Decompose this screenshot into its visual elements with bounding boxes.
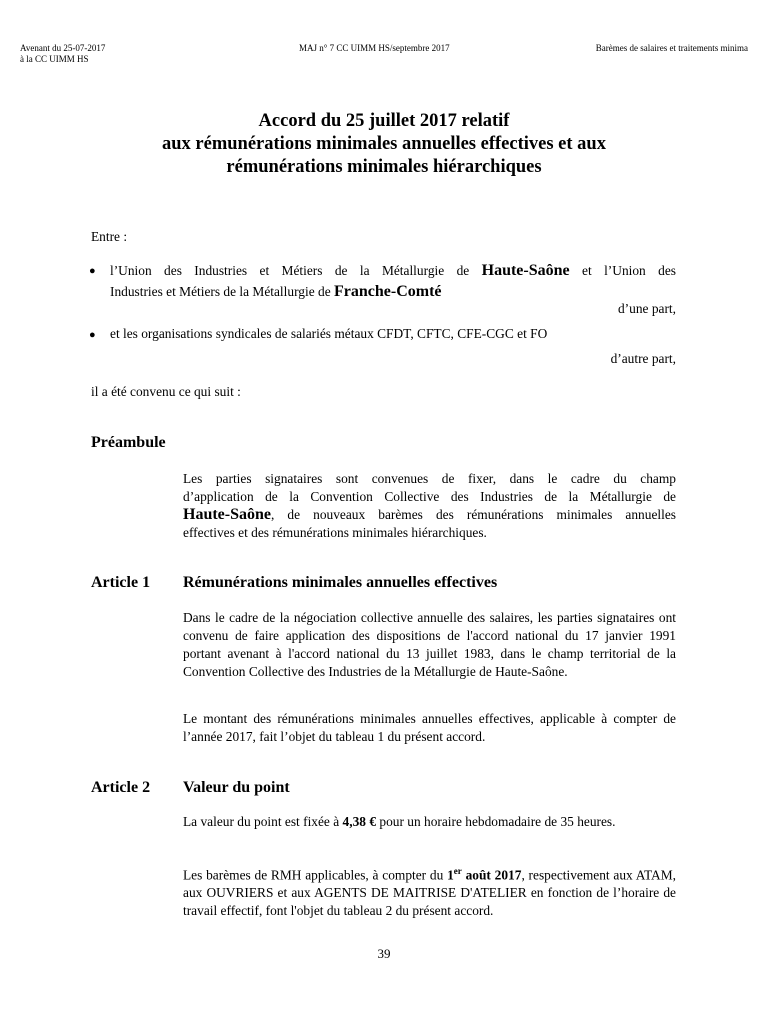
bullet-icon: ● xyxy=(89,329,96,341)
title-line1: Accord du 25 juillet 2017 relatif xyxy=(258,111,510,131)
party1-line1-text-b: et l’Union des xyxy=(582,263,676,278)
party1-line2 xyxy=(110,282,442,302)
preambule-line4: effectives et des rémunérations minimales hiérarchiques. xyxy=(183,525,487,540)
preambule-haute-saone: Haute-Saône xyxy=(183,506,271,523)
article2-p2-text-a: Les barèmes de RMH applicables, à compter du xyxy=(183,867,444,883)
article2-p2-text-b: , respectivement aux ATAM, aux OUVRIERS et aux AGENTS DE MAITRISE D'ATELIER en fonction de l’horaire de travail effectif, font l'objet du tableau 2 du présent accord. xyxy=(183,867,676,919)
preambule-line3 xyxy=(183,505,676,525)
article2-number: Article 2 xyxy=(91,779,151,796)
article1-number: Article 1 xyxy=(91,574,151,591)
page-number: 39 xyxy=(377,946,391,961)
party2-text: et les organisations syndicales de salariés métaux CFDT, CFTC, CFE-CGC et FO xyxy=(110,326,548,341)
article2-p1-text-b: pour un horaire hebdomadaire de 35 heures. xyxy=(379,814,616,829)
preambule-heading: Préambule xyxy=(91,434,166,451)
party1-suffix: d’une part, xyxy=(617,301,676,316)
intro-entre: Entre : xyxy=(91,229,128,244)
date-day: 1 xyxy=(447,867,454,883)
party1-line2-text: Industries et Métiers de la Métallurgie de xyxy=(110,284,331,299)
intro-convenu: il a été convenu ce qui suit : xyxy=(91,384,241,399)
party2-suffix: d’autre part, xyxy=(610,351,676,366)
party1-franche-comte: Franche-Comté xyxy=(334,283,442,300)
title-line3: rémunérations minimales hiérarchiques xyxy=(226,157,542,177)
article2-paragraph1 xyxy=(183,813,676,831)
title-line2: aux rémunérations minimales annuelles effectives et aux xyxy=(162,134,606,154)
date-month-year: août 2017 xyxy=(465,867,522,883)
bullet-icon: ● xyxy=(89,265,96,277)
preambule-line2: d’application de la Convention Collective des Industries de la Métallurgie de xyxy=(183,489,676,504)
preambule-line3-text: , de nouveaux barèmes des rémunérations minimales annuelles xyxy=(271,507,676,522)
article2-p1-text-a: La valeur du point est fixée à xyxy=(183,814,340,829)
header-left xyxy=(20,43,105,65)
article1-paragraph2: Le montant des rémunérations minimales annuelles effectives, applicable à compter de l’année 2017, fait l’objet du tableau 1 du présent accord. xyxy=(183,711,676,744)
header-left-line2: à la CC UIMM HS xyxy=(20,54,89,64)
point-value: 4,38 € xyxy=(342,814,377,829)
article1-paragraph1: Dans le cadre de la négociation collective annuelle des salaires, les parties signataires ont convenu de faire application des dispositions de l'accord national du 17 janvier 1991 portant avenant à l'accord national du 13 juillet 1983, dans le champ territorial de la Convention Collective des Industries de la Métallurgie de Haute-Saône. xyxy=(183,610,676,679)
party1-line1-text-a: l’Union des Industries et Métiers de la Métallurgie de xyxy=(110,263,470,278)
article2-title: Valeur du point xyxy=(183,779,290,796)
article1-title: Rémunérations minimales annuelles effectives xyxy=(183,574,498,591)
header-left-line1: Avenant du 25-07-2017 xyxy=(20,43,106,53)
preambule-line1: Les parties signataires sont convenues de fixer, dans le cadre du champ xyxy=(183,471,676,486)
party1-line1 xyxy=(110,261,676,281)
article2-paragraph2 xyxy=(183,862,676,920)
header-right: Barèmes de salaires et traitements minima xyxy=(595,43,748,53)
party1-haute-saone: Haute-Saône xyxy=(481,262,570,279)
header-center: MAJ n° 7 CC UIMM HS/septembre 2017 xyxy=(299,43,450,53)
date-sup: er xyxy=(453,866,462,876)
document-title xyxy=(0,110,768,179)
